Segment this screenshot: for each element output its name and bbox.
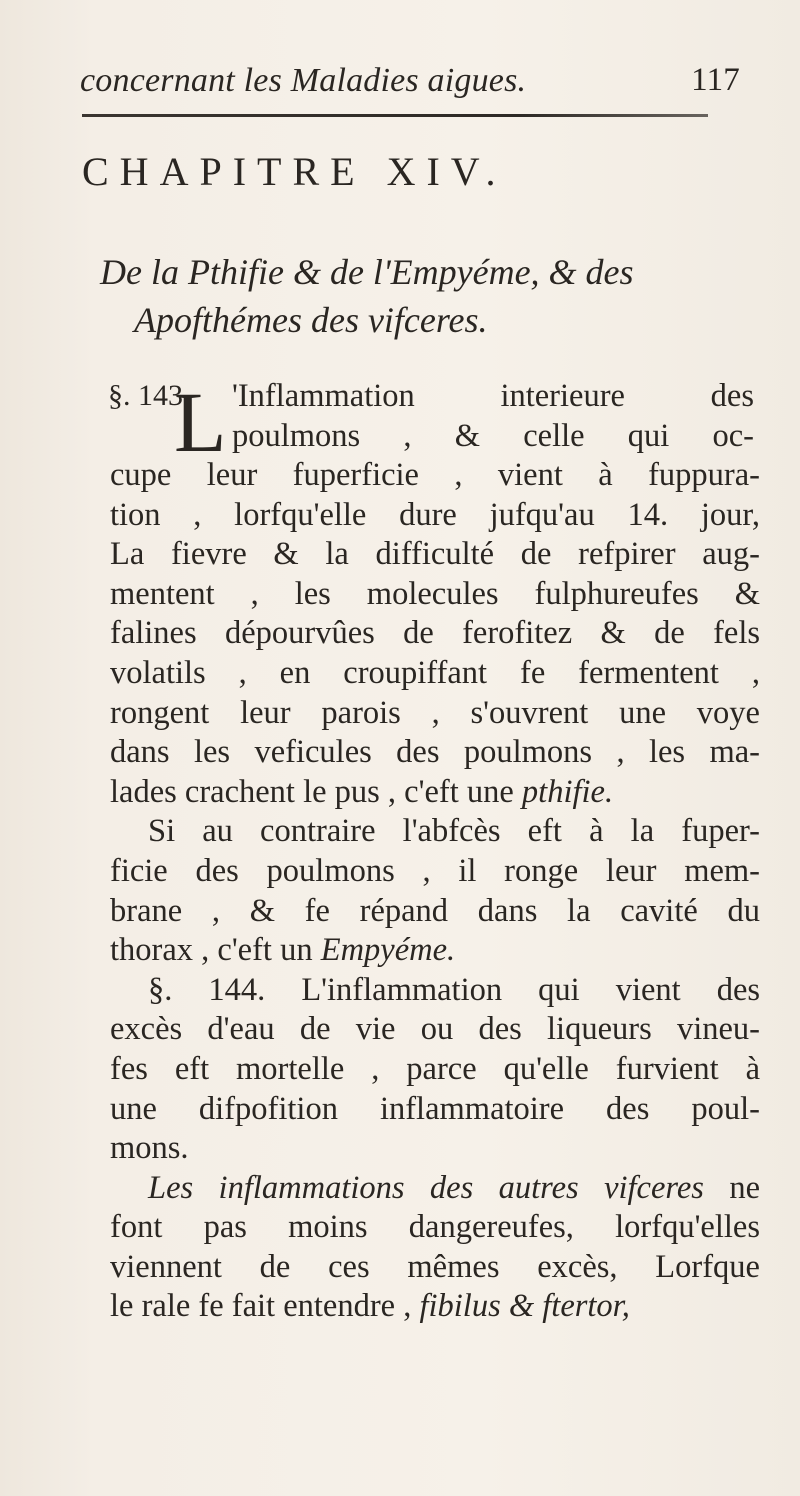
text-line: dans les veficules des poulmons , les ma- [110, 734, 760, 771]
text-line: une difpofition inflammatoire des poul- [110, 1090, 760, 1127]
text-run: lades crachent le pus , c'eft une [110, 773, 522, 810]
text-line: fes eft mortelle , parce qu'elle furvient à [110, 1050, 760, 1087]
italic-term: Empyéme. [320, 932, 456, 969]
text-line: font pas moins dangereufes, lorfqu'elles [110, 1209, 760, 1246]
section-title-line-1: De la Pthifie & de l'Empyéme, & des [100, 252, 634, 292]
running-head-title: concernant les Maladies aigues. [80, 62, 527, 99]
paragraph-number-144: §. 144. [148, 971, 266, 1008]
header-rule [82, 114, 708, 117]
text-run: L'inflammation qui vient des [301, 971, 761, 1008]
body-text [110, 456, 760, 1327]
italic-term: pthifie. [521, 773, 614, 810]
text-line [110, 1287, 760, 1327]
text-line [110, 931, 760, 971]
text-line [110, 971, 760, 1011]
section-title [100, 248, 760, 344]
text-run: ne [703, 1169, 760, 1206]
chapter-heading: CHAPITRE XIV. [82, 149, 507, 194]
page-number: 117 [691, 62, 740, 98]
text-line: excès d'eau de vie ou des liqueurs vineu- [110, 1011, 760, 1048]
text-line: tion , lorfqu'elle dure jufqu'au 14. jour, [110, 496, 760, 533]
text-run: thorax , c'eft un [110, 932, 321, 969]
text-line [110, 773, 760, 813]
text-line: ficie des poulmons , il ronge leur mem- [110, 852, 760, 889]
text-line [110, 1169, 760, 1209]
running-head [80, 62, 740, 110]
text-line: viennent de ces mêmes excès, Lorfque [110, 1248, 760, 1285]
text-line: volatils , en croupiffant fe fermentent , [110, 654, 760, 691]
text-line: La fievre & la difficulté de refpirer aug- [110, 536, 760, 573]
italic-term: Les inflammations des autres vifceres [148, 1169, 704, 1206]
section-title-line-2: Apofthémes des vifceres. [134, 300, 488, 340]
text-line: falines dépourvûes de ferofitez & de fels [110, 615, 760, 652]
text-line: rongent leur parois , s'ouvrent une voye [110, 694, 760, 731]
text-line: poulmons , & celle qui oc- [232, 418, 754, 454]
drop-cap: L [174, 374, 227, 470]
italic-term: fibilus & ftertor, [419, 1288, 630, 1325]
paragraph-number-143: §. 143. [108, 379, 191, 412]
text-line: mentent , les molecules fulphureufes & [110, 575, 760, 612]
text-run: le rale fe fait entendre , [110, 1288, 420, 1325]
text-line: Si au contraire l'abfcès eft à la fuper- [148, 813, 760, 850]
text-line: cupe leur fuperficie , vient à fuppura- [110, 457, 760, 493]
text-line: brane , & fe répand dans la cavité du [110, 892, 760, 929]
text-line: mons. [110, 1130, 189, 1167]
text-line: 'Inflammation interieure des [232, 378, 754, 414]
